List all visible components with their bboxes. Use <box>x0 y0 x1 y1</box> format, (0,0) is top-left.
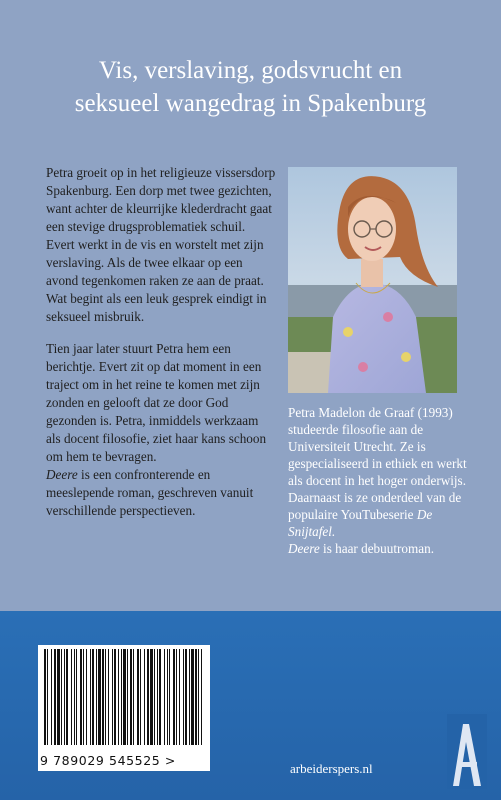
barcode-bar <box>90 649 91 745</box>
barcode-bar <box>105 649 106 745</box>
barcode-bar <box>167 649 168 745</box>
series-title: De Snijtafel. <box>288 507 433 539</box>
barcode <box>38 645 210 771</box>
blurb-paragraph-3 <box>46 466 276 520</box>
barcode-bar <box>86 649 87 745</box>
barcode-bar <box>147 649 149 745</box>
barcode-bar <box>92 649 94 745</box>
author-photo-image <box>288 167 457 393</box>
barcode-bar <box>157 649 158 745</box>
barcode-bar <box>108 649 109 745</box>
barcode-bar <box>164 649 165 745</box>
author-photo <box>288 167 457 393</box>
book-title: Deere <box>46 467 78 482</box>
barcode-bar <box>61 649 62 745</box>
headline <box>20 54 481 120</box>
barcode-bar <box>195 649 197 745</box>
barcode-bar <box>176 649 177 745</box>
headline-line-2: seksueel wangedrag in Spakenburg <box>74 90 427 117</box>
barcode-bar <box>47 649 48 745</box>
headline-line-1: Vis, verslaving, godsvrucht en <box>98 57 403 84</box>
barcode-bar <box>198 649 199 745</box>
barcode-bar <box>189 649 190 745</box>
barcode-bar <box>173 649 175 745</box>
barcode-bar <box>83 649 84 745</box>
barcode-bar <box>54 649 56 745</box>
barcode-bar <box>137 649 139 745</box>
barcode-bar <box>51 649 52 745</box>
barcode-bar <box>80 649 82 745</box>
barcode-bar <box>64 649 65 745</box>
barcode-bar <box>130 649 132 745</box>
barcode-bar <box>74 649 75 745</box>
barcode-bar <box>118 649 119 745</box>
barcode-bar <box>57 649 60 745</box>
barcode-bar <box>127 649 128 745</box>
barcode-bar <box>66 649 68 745</box>
barcode-bar <box>123 649 126 745</box>
blurb <box>46 164 276 520</box>
barcode-bar <box>44 649 46 745</box>
barcode-bar <box>179 649 180 745</box>
barcode-bars <box>42 649 206 749</box>
barcode-bar <box>140 649 141 745</box>
blurb-paragraph-2: Tien jaar later stuurt Petra hem een berichtje. Evert zit op dat moment in een traject om in het reine te komen met zijn zonden en gelooft dat ze door God gezonden is. Petra, inmiddels werkzaam als docent filosofie, ziet haar kans schoon om hem te bevragen. <box>46 341 267 464</box>
barcode-bar <box>133 649 134 745</box>
isbn-number: 9 789029 545525 > <box>40 753 176 768</box>
barcode-bar <box>169 649 170 745</box>
blurb-paragraph-3-text: is een confronterende en meeslepende roman, geschreven vanuit verschillende perspectieven. <box>46 467 254 518</box>
author-bio-text: Petra Madelon de Graaf (1993) studeerde filosofie aan de Universiteit Utrecht. Ze is gespecialiseerd in ethiek en werkt als docent in het hoger onderwijs. Daarnaast is ze onderdeel van de populaire YouTubeserie <box>288 405 467 522</box>
barcode-bar <box>96 649 97 745</box>
barcode-bar <box>98 649 101 745</box>
publisher-url: arbeiderspers.nl <box>290 761 373 776</box>
barcode-bar <box>102 649 104 745</box>
barcode-bar <box>114 649 116 745</box>
barcode-bar <box>144 649 145 745</box>
blurb-paragraph-1: Petra groeit op in het religieuze vissersdorp Spakenburg. Een dorp met twee gezichten, want achter de kleurrijke klederdracht gaat een stevige drugsproblematiek schuil. Evert werkt in de vis en worstelt met zijn verslaving. Als de twee elkaar op een avond tegenkomen raken ze aan de praat. Wat begint als een leuk gesprek eindigt in seksueel misbruik. <box>46 165 276 324</box>
barcode-bar <box>121 649 122 745</box>
barcode-bar <box>76 649 77 745</box>
barcode-bar <box>159 649 161 745</box>
barcode-bar <box>201 649 202 745</box>
publisher-logo-icon <box>447 714 487 789</box>
barcode-bar <box>150 649 153 745</box>
debut-title: Deere <box>288 541 320 556</box>
barcode-bar <box>71 649 72 745</box>
author-bio <box>288 404 468 557</box>
barcode-bar <box>191 649 194 745</box>
barcode-bar <box>112 649 113 745</box>
author-bio-debut-text: is haar debuutroman. <box>319 541 434 556</box>
barcode-bar <box>183 649 184 745</box>
barcode-bar <box>154 649 155 745</box>
barcode-bar <box>185 649 187 745</box>
